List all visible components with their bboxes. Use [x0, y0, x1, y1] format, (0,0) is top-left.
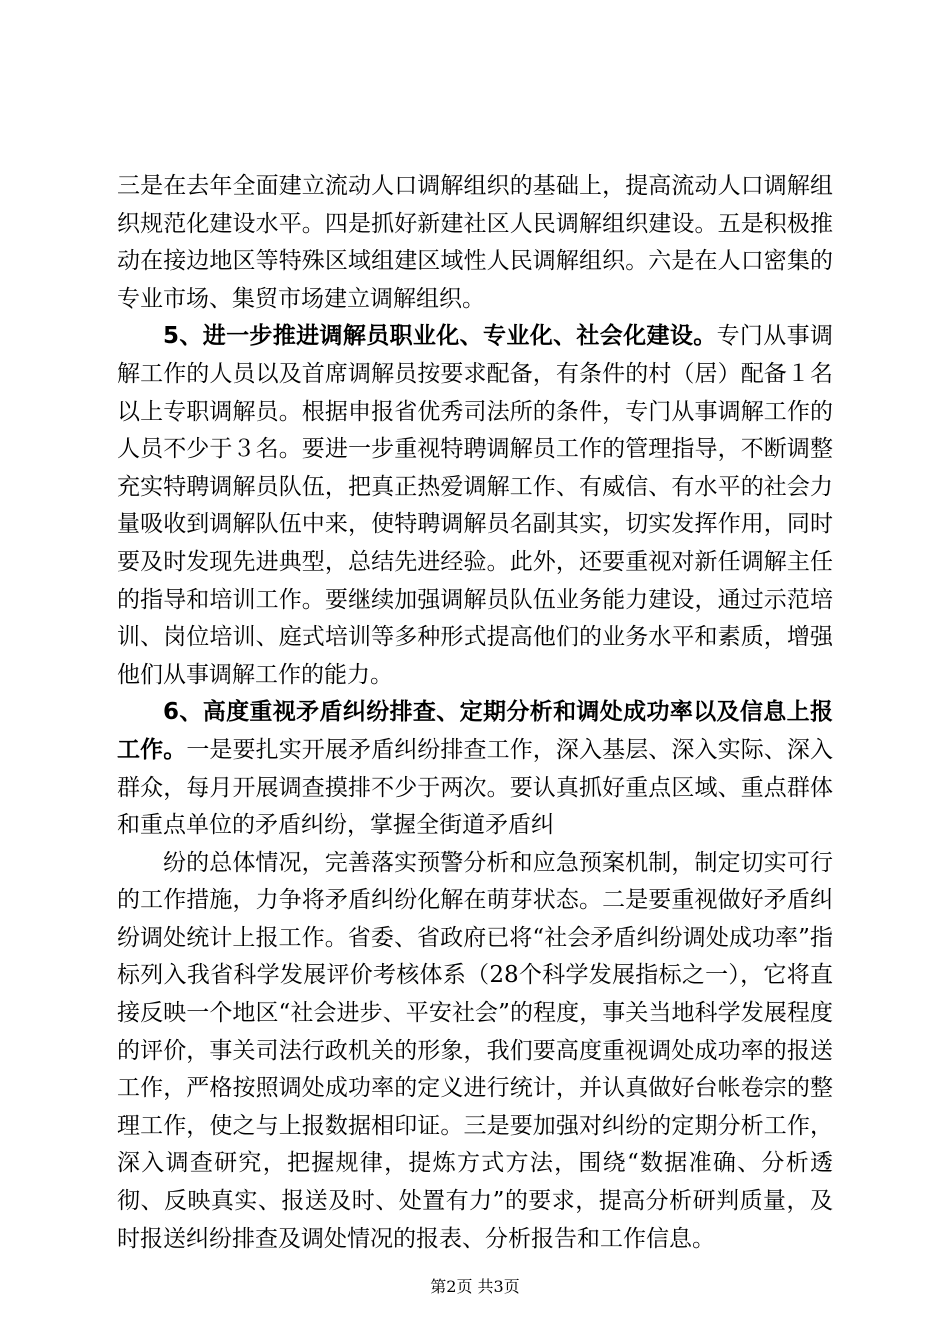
- paragraph-text: 专门从事调解工作的人员以及首席调解员按要求配备，有条件的村（居）配备１名以上专职调解员。根据申报省优秀司法所的条件，专门从事调解工作的人员不少于３名。要进一步重视特聘调解员工作的管理指导，不断调整充实特聘调解员队伍，把真正热爱调解工作、有威信、有水平的社会力量吸收到调解队伍中来，使特聘调解员名副其实，切实发挥作用，同时要及时发现先进典型，总结先进经验。此外，还要重视对新任调解主任的指导和培训工作。要继续加强调解员队伍业务能力建设，通过示范培训、岗位培训、庭式培训等多种形式提高他们的业务水平和素质，增强他们从事调解工作的能力。: [117, 323, 833, 688]
- page-footer: [0, 1277, 950, 1297]
- paragraph-item-5: [117, 318, 833, 694]
- paragraph-heading: 5、进一步推进调解员职业化、专业化、社会化建设。: [163, 323, 717, 350]
- paragraph-text: 三是在去年全面建立流动人口调解组织的基础上，提高流动人口调解组织规范化建设水平。四是抓好新建社区人民调解组织建设。五是积极推动在接边地区等特殊区域组建区域性人民调解组织。六是在人口密集的专业市场、集贸市场建立调解组织。: [117, 173, 833, 312]
- page-number-label: 第2页 共3页: [430, 1277, 520, 1296]
- paragraph-item-6: [117, 694, 833, 844]
- paragraph-continued: [117, 845, 833, 1259]
- document-body: [117, 168, 833, 1258]
- paragraph-text: 纷的总体情况，完善落实预警分析和应急预案机制，制定切实可行的工作措施，力争将矛盾纠纷化解在萌芽状态。二是要重视做好矛盾纠纷调处统计上报工作。省委、省政府已将“社会矛盾纠纷调处成功率”指标列入我省科学发展评价考核体系（28个科学发展指标之一），它将直接反映一个地区“社会进步、平安社会”的程度，事关当地科学发展程度的评价，事关司法行政机关的形象，我们要高度重视调处成功率的报送工作，严格按照调处成功率的定义进行统计，并认真做好台帐卷宗的整理工作，使之与上报数据相印证。三是要加强对纠纷的定期分析工作，深入调查研究，把握规律，提炼方式方法，围绕“数据准确、分析透彻、反映真实、报送及时、处置有力”的要求，提高分析研判质量，及时报送纠纷排查及调处情况的报表、分析报告和工作信息。: [117, 849, 833, 1252]
- paragraph-continuation: [117, 168, 833, 318]
- paragraph-heading: 6、高度重视矛盾纠纷排查、定期分析和调处成功率以及信息上报工作。: [117, 699, 833, 763]
- paragraph-text: 一是要扎实开展矛盾纠纷排查工作，深入基层、深入实际、深入群众，每月开展调查摸排不少于两次。要认真抓好重点区域、重点群体和重点单位的矛盾纠纷，掌握全街道矛盾纠: [117, 736, 834, 839]
